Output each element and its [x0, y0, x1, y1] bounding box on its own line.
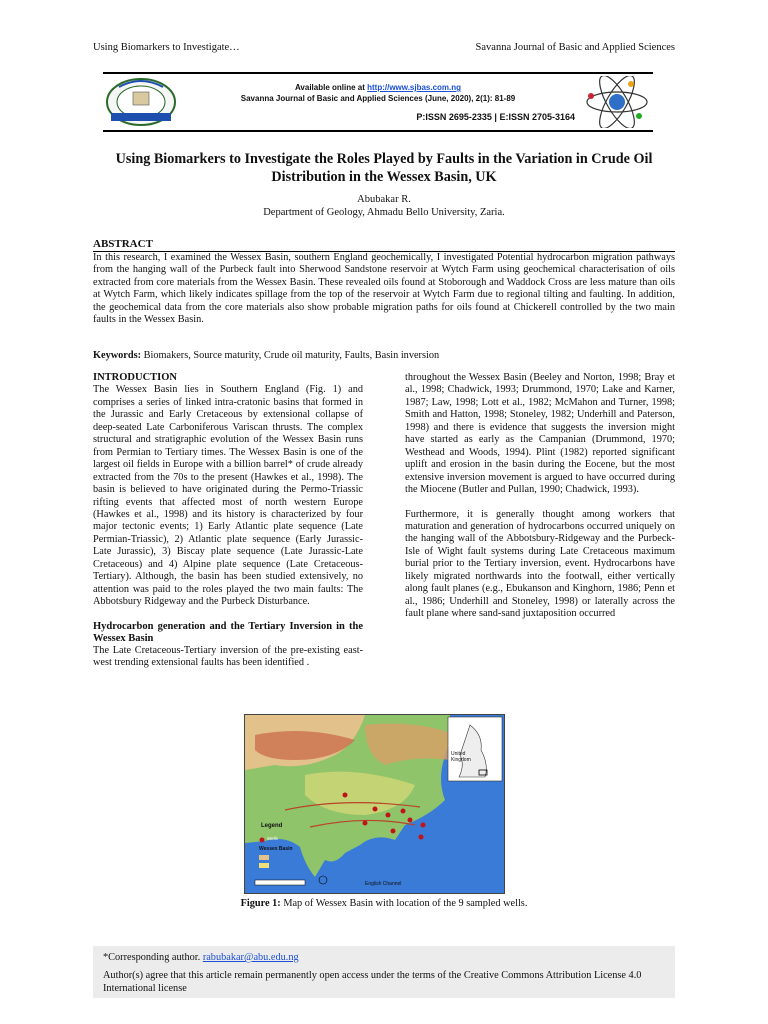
introduction-heading: INTRODUCTION [93, 372, 178, 383]
corresponding-author-line [103, 952, 665, 964]
right-column [405, 372, 675, 621]
abstract-heading: ABSTRACT [93, 238, 675, 252]
author-affiliation: Department of Geology, Ahmadu Bello University, Zaria. [263, 207, 505, 218]
legend-wells: Wells [267, 836, 278, 841]
article-title: Using Biomarkers to Investigate the Roles Played by Faults in the Variation in Crude Oil Distribution in the Wessex Basin, UK [115, 151, 653, 185]
sea-label: English Channel [365, 881, 402, 887]
right-paragraph-1: throughout the Wessex Basin (Beeley and Norton, 1998; Bray et al., 1998; Chadwick, 1993; Drummond, 1970; Lake and Karner, 1987; Law, 1998; Lott et al., 1982; McMahon and Turner, 1998; Smith and Hatton, 1998; Stoneley, 1982; Underhill and Paterson, 1998) and there is evidence that suggests the inversion might have started as early as the Campanian (Drummond, 1970; Westhead and Woods, 1994). Plint (1982) reported significant uplift and erosion in the basin during the Eocene, but the most extensive inversion movement is argued to have occurred during the Miocene (Butler and Pullan, 1990; Chadwick, 1993). [405, 372, 675, 496]
introduction-text: The Wessex Basin lies in Southern England (Fig. 1) and comprises a series of linked intra-cratonic basins that formed in the Jurassic and Early Cretaceous by extensional collapse of deep-seated Late Carboniferous Variscan thrusts. The complex structural and stratigraphic evolution of the Wessex Basin runs from Permian to Tertiary times. The Wessex Basin is one of the largest oil fields in Europe with a billion barrel* of crude already extracted from the 70s to the present (Hawkes et al., 1998). The basin is believed to have originated during the Permo-Triassic rifting events that affected most of north western Europe (Hawkes et al., 1998) and its history is characterized by four major tectonic events; 1) Early Atlantic plate sequence (Late Permian-Triassic), 2) Atlantic plate sequence (Early Jurassic-Late Jurassic), 3) Biscay plate sequence (Late Jurassic-Late Cretaceous) and 4) Alpine plate sequence (Late Cretaceous-Tertiary). Although, the basin has been studied extensively, no attention was paid to the roles played the two main faults: The Abbotsbury Ridgeway and the Purbeck Disturbance. [93, 384, 363, 608]
running-header-right: Savanna Journal of Basic and Applied Sciences [475, 42, 675, 53]
left-column [93, 372, 363, 670]
figure-caption-text: Map of Wessex Basin with location of the 9 sampled wells. [280, 898, 528, 909]
journal-url-link[interactable]: http://www.sjbas.com.ng [367, 83, 462, 92]
author-email-link[interactable]: rabubakar@abu.edu.ng [202, 952, 299, 963]
abstract-section [93, 238, 675, 326]
author-name: Abubakar R. [357, 194, 411, 205]
keywords-label: Keywords: [93, 350, 142, 361]
abstract-text: In this research, I examined the Wessex Basin, southern England geochemically, I investigated Potential hydrocarbon migration pathways from the hanging wall of the Purbeck fault into Sherwood Sandstone reservoir at Wytch Farm using geochemical characterisation of oils extracted from core materials from the Wessex Basin. These revealed oils found at Stoborough and Waddock Cross are less mature than oils at Wytch Farm, which likely indicates spillage from the top of the reservoir at Wytch Farm due to regional tilting and faulting. In addition, the geochemical data from the core materials also show probable migration paths for oils found at Chickerell controlled by the two main faults in the Wessex Basin. [93, 252, 675, 326]
journal-banner [103, 72, 653, 132]
keywords-text: Biomakers, Source maturity, Crude oil maturity, Faults, Basin inversion [141, 350, 440, 361]
journal-citation: Savanna Journal of Basic and Applied Sciences (June, 2020), 2(1): 81-89 [240, 94, 516, 103]
footnote-box [93, 946, 675, 998]
corresponding-author-label: *Corresponding author. [103, 952, 203, 963]
license-text: Author(s) agree that this article remain permanently open access under the terms of the Creative Commons Attribution License 4.0 International license [103, 970, 642, 994]
right-paragraph-2: Furthermore, it is generally thought among workers that maturation and generation of hydrocarbons occurred uniquely on the hanging wall of the Abbotsbury-Ridgeway and the Purbeck-Isle of Wight fault systems during Late Cretaceous maximum burial prior to the Tertiary inversion, event. Hydrocarbons have likely migrated northwards into the footwall, either vertically along fault planes (e.g., Ebukanson and Kinghorn, 1986; Penn et al., 1986; Underhill and Stoneley, 1998) or laterally across the fault plane where sand-sand juxtaposition occurred [405, 508, 675, 620]
legend-title: Legend [261, 823, 283, 829]
figure-caption-label: Figure 1: [240, 898, 281, 909]
running-header-left: Using Biomarkers to Investigate… [93, 42, 240, 53]
hydrocarbon-subheading: Hydrocarbon generation and the Tertiary Inversion in the Wessex Basin [93, 620, 363, 644]
wessex-basin-map [244, 714, 505, 894]
keywords-line [93, 350, 675, 362]
atom-logo-icon [583, 76, 651, 128]
inset-label: United Kingdom [451, 751, 471, 763]
figure-caption [93, 898, 675, 909]
available-online-text: Available online at [294, 83, 368, 92]
legend-basin: Wessex Basin [259, 846, 293, 852]
issn-line: P:ISSN 2695-2335 | E:ISSN 2705-3164 [416, 112, 575, 122]
hydrocarbon-text: The Late Cretaceous-Tertiary inversion of the pre-existing east-west trending extensional faults has been identified . [93, 644, 363, 669]
map-graphic [245, 715, 504, 893]
